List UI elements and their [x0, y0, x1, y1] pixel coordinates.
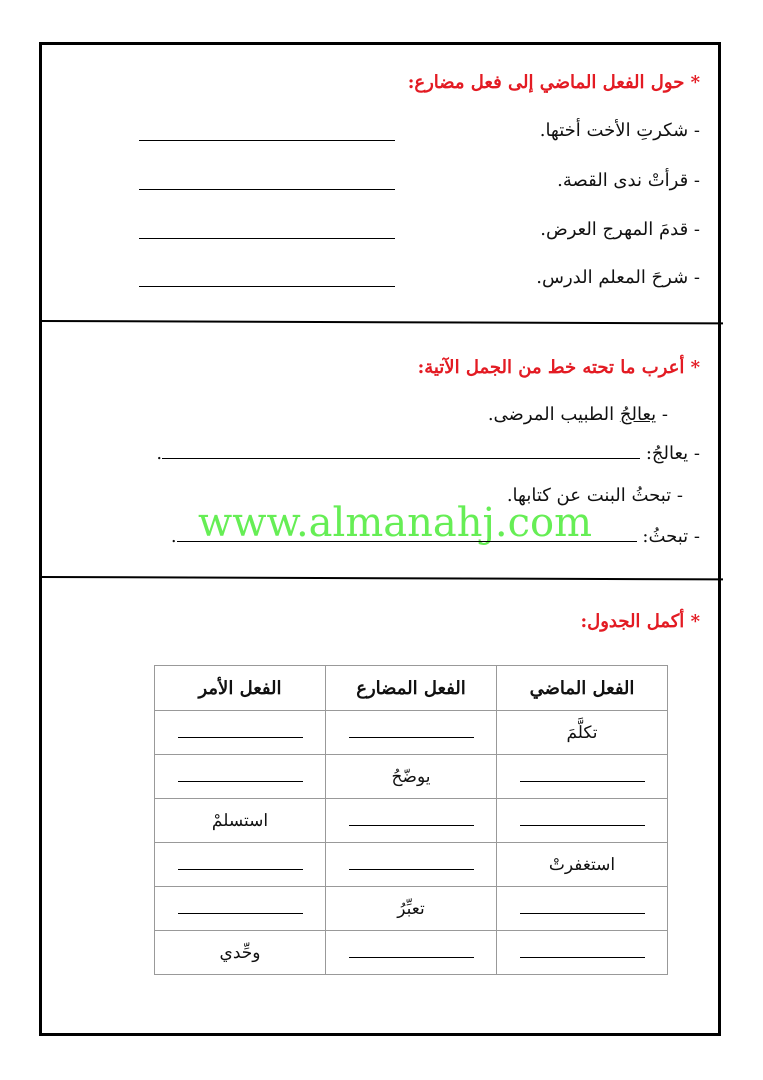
section3-heading: * أكمل الجدول:	[580, 611, 700, 632]
table-cell-past: تكلَّمَ	[497, 711, 668, 755]
column-header-past: الفعل الماضي	[497, 666, 668, 711]
cell-answer-blank[interactable]	[349, 737, 474, 738]
answer-row-2	[171, 526, 700, 547]
table-cell-past[interactable]	[497, 887, 668, 931]
cell-answer-blank[interactable]	[520, 781, 645, 782]
answer-blank-2[interactable]	[177, 541, 637, 542]
cell-answer-blank[interactable]	[349, 825, 474, 826]
table-cell-imperative[interactable]	[155, 843, 326, 887]
table-cell-imperative[interactable]	[155, 755, 326, 799]
column-header-imperative: الفعل الأمر	[155, 666, 326, 711]
table-cell-present[interactable]	[326, 931, 497, 975]
answer-label-1: - يعالجُ:	[645, 443, 700, 464]
cell-answer-blank[interactable]	[349, 869, 474, 870]
answer-end-1: .	[156, 443, 163, 464]
answer-label-2: - تبحثُ:	[642, 526, 700, 547]
sentence-1-prefix: -	[656, 404, 668, 425]
table-cell-past[interactable]	[497, 755, 668, 799]
table-cell-past[interactable]	[497, 799, 668, 843]
table-cell-imperative: وحِّدي	[155, 931, 326, 975]
table-row	[155, 711, 668, 755]
table-row	[155, 843, 668, 887]
watermark: www.almanahj.com	[198, 500, 593, 546]
answer-blank-1[interactable]	[162, 458, 640, 459]
exercise-item-1: - شكرتِ الأخت أختها.	[539, 120, 700, 141]
table-cell-present: تعبِّرُ	[326, 887, 497, 931]
answer-line-4[interactable]	[139, 286, 395, 287]
table-row	[155, 887, 668, 931]
answer-row-1	[156, 443, 700, 464]
section2-heading: * أعرب ما تحته خط من الجمل الآتية:	[417, 357, 700, 378]
table-cell-present[interactable]	[326, 843, 497, 887]
cell-answer-blank[interactable]	[178, 869, 303, 870]
answer-line-2[interactable]	[139, 189, 395, 190]
cell-answer-blank[interactable]	[520, 913, 645, 914]
table-cell-imperative[interactable]	[155, 887, 326, 931]
table-cell-imperative[interactable]	[155, 711, 326, 755]
column-header-present: الفعل المضارع	[326, 666, 497, 711]
cell-answer-blank[interactable]	[520, 825, 645, 826]
sentence-1-rest: الطبيب المرضى.	[487, 404, 620, 425]
table-row	[155, 799, 668, 843]
exercise-item-2: - قرأتْ ندى القصة.	[557, 170, 700, 191]
answer-line-1[interactable]	[139, 140, 395, 141]
table-cell-past: استغفرتْ	[497, 843, 668, 887]
answer-end-2: .	[170, 526, 177, 547]
exercise-item-4: - شرحَ المعلم الدرس.	[536, 267, 700, 288]
exercise-item-3: - قدمَ المهرج العرض.	[540, 219, 700, 240]
table-body	[155, 711, 668, 975]
table-row	[155, 931, 668, 975]
sentence-2: - تبحثُ البنت عن كتابها.	[506, 485, 683, 506]
table-row	[155, 755, 668, 799]
sentence-1	[488, 404, 668, 425]
table-cell-present[interactable]	[326, 711, 497, 755]
underlined-word-1: يعالجُ	[619, 404, 657, 425]
cell-answer-blank[interactable]	[178, 737, 303, 738]
table-cell-present: يوضّحُ	[326, 755, 497, 799]
cell-answer-blank[interactable]	[178, 781, 303, 782]
cell-answer-blank[interactable]	[178, 913, 303, 914]
cell-answer-blank[interactable]	[520, 957, 645, 958]
section1-heading: * حول الفعل الماضي إلى فعل مضارع:	[407, 72, 700, 93]
table-cell-imperative: استسلمْ	[155, 799, 326, 843]
cell-answer-blank[interactable]	[349, 957, 474, 958]
table-header-row	[155, 666, 668, 711]
table-cell-past[interactable]	[497, 931, 668, 975]
table-cell-present[interactable]	[326, 799, 497, 843]
answer-line-3[interactable]	[139, 238, 395, 239]
verbs-table	[154, 665, 668, 975]
